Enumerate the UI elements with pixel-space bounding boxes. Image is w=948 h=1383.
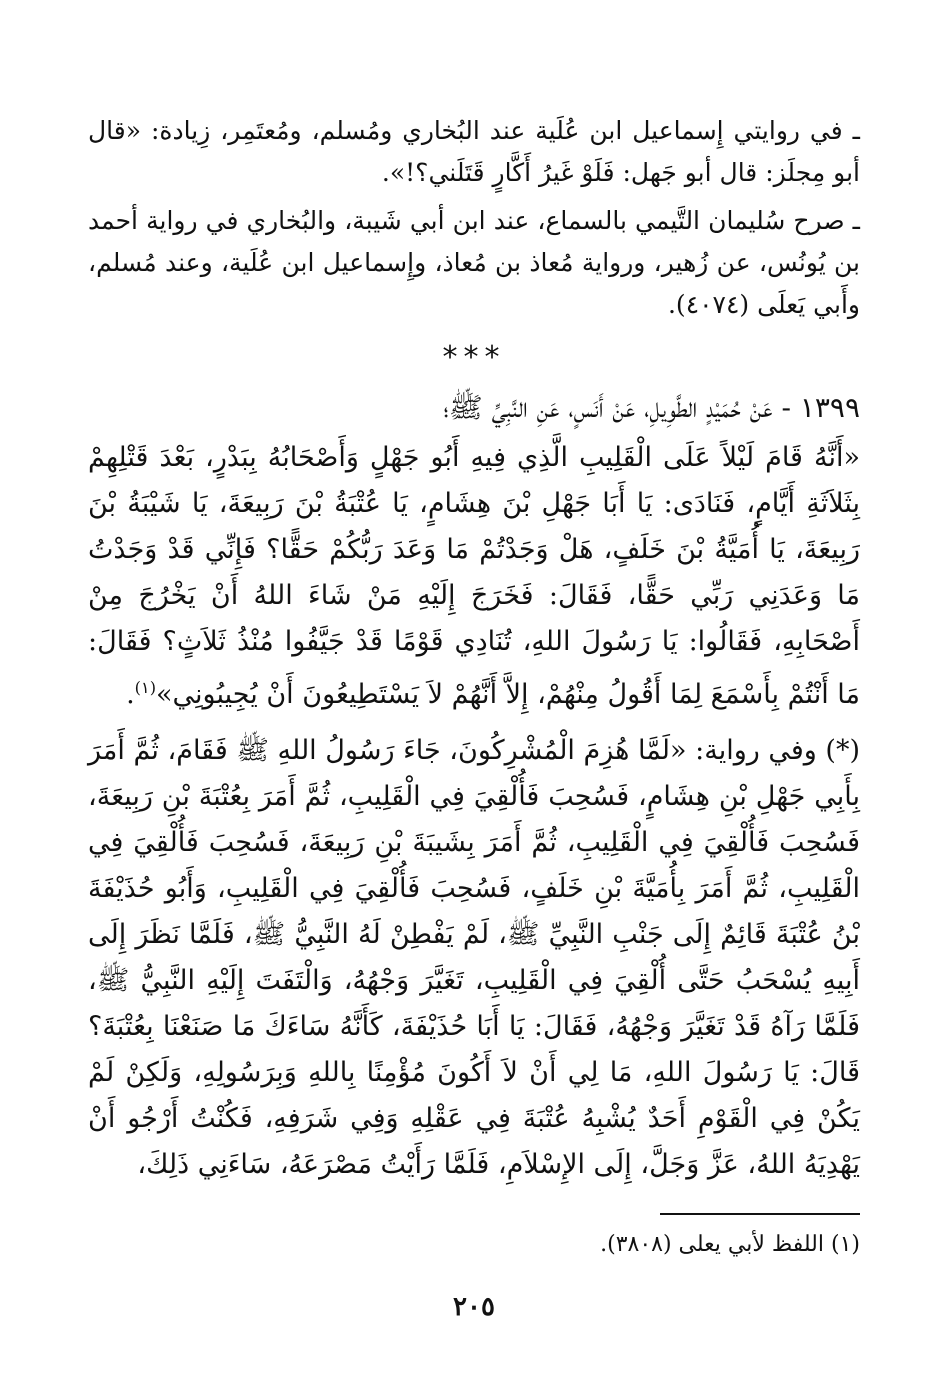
hadith-text [88,435,860,718]
hadith-heading: ١٣٩٩ - عَنْ حُمَيْدٍ الطَّوِيلِ، عَنْ أَنَسٍ، عَنِ النَّبِيِّ ﷺ؛ [443,391,860,424]
paragraph-riwaya-note: ـ في روايتي إِسماعيل ابن عُلَية عند البُخاري ومُسلم، ومُعتَمِر، زِيادة: «قال أبو مِجلَز: قال أبو جَهل: فَلَوْ غَيرُ أَكَّارٍ قَتَلَني؟!». [88,116,860,187]
footnote: (١) اللفظ لأبي يعلى (٣٨٠٨). [600,1232,860,1257]
footnote-divider [660,1213,860,1215]
footnote-reference[interactable]: (١) [134,678,157,697]
hadith-end: . [126,679,135,710]
hadith-body: «أَنَّهُ قَامَ لَيْلاً عَلَى الْقَلِيبِ الَّذِي فِيهِ أَبُو جَهْلٍ وَأَصْحَابُهُ بِبَدْرٍ، بَعْدَ قَتْلِهِمْ بِثَلاَثَةِ أَيَّامٍ، فَنَادَى: يَا أَبَا جَهْلِ بْنَ هِشَامٍ، يَا عُتْبَةُ بْنَ رَبِيعَةَ، يَا شَيْبَةُ بْنَ رَبِيعَةَ، يَا أُمَيَّةُ بْنَ خَلَفٍ، هَلْ وَجَدْتُمْ مَا وَعَدَ رَبُّكُمْ حَقًّا؟ فَإِنِّي قَدْ وَجَدْتُ مَا وَعَدَنِي رَبِّي حَقًّا، فَقَالَ: فَخَرَجَ إِلَيْهِ مَنْ شَاءَ اللهُ أَنْ يَخْرُجَ مِنْ أَصْحَابِهِ، فَقَالُوا: يَا رَسُولَ اللهِ، تُنَادِي قَوْمًا قَدْ جَيَّفُوا مُنْذُ ثَلاَثٍ؟ فَقَالَ: مَا أَنْتُمْ بِأَسْمَعَ لِمَا أَقُولُ مِنْهُمْ، إِلاَّ أَنَّهُمْ لاَ يَسْتَطِيعُونَ أَنْ يُجِيبُونِي» [88,442,860,710]
page-number: ٢٠٥ [453,1292,495,1322]
hadith-alternate-narration: (*) وفي رواية: «لَمَّا هُزِمَ الْمُشْرِكُونَ، جَاءَ رَسُولُ اللهِ ﷺ فَقَامَ، ثُمَّ أَمَرَ بِأَبِي جَهْلِ بْنِ هِشَامٍ، فَسُحِبَ فَأُلْقِيَ فِي الْقَلِيبِ، ثُمَّ أَمَرَ بِعُتْبَةَ بْنِ رَبِيعَةَ، فَسُحِبَ فَأُلْقِيَ فِي الْقَلِيبِ، ثُمَّ أَمَرَ بِشَيبَةَ بْنِ رَبِيعَةَ، فَسُحِبَ فَأُلْقِيَ فِي الْقَلِيبِ، ثُمَّ أَمَرَ بِأُمَيَّةَ بْنِ خَلَفٍ، فَسُحِبَ فَأُلْقِيَ فِي الْقَلِيبِ، وَأَبُو حُذَيْفَةَ بْنُ عُتْبَةَ قَائِمٌ إِلَى جَنْبِ النَّبِيِّ ﷺ، لَمْ يَفْطِنْ لَهُ النَّبِيُّ ﷺ، فَلَمَّا نَظَرَ إِلَى أَبِيهِ يُسْحَبُ حَتَّى أُلْقِيَ فِي الْقَلِيبِ، تَغَيَّرَ وَجْهُهُ، وَالْتَفَتَ إِلَيْهِ النَّبِيُّ ﷺ، فَلَمَّا رَآهُ قَدْ تَغَيَّرَ وَجْهُهُ، فَقَالَ: يَا أَبَا حُذَيْفَةَ، كَأَنَّهُ سَاءَكَ مَا صَنَعْنَا بِعُتْبَةَ؟ قَالَ: يَا رَسُولَ اللهِ، مَا لِي أَنْ لاَ أَكُونَ مُؤْمِنًا بِاللهِ وَبِرَسُولِهِ، وَلَكِنْ لَمْ يَكُنْ فِي الْقَوْمِ أَحَدٌ يُشْبِهُ عُتْبَةَ فِي عَقْلِهِ وَفِي شَرَفِهِ، فَكُنْتُ أَرْجُو أَنْ يَهْدِيَهُ اللهُ، عَزَّ وَجَلَّ، إِلَى الإِسْلاَمِ، فَلَمَّا رَأَيْتُ مَصْرَعَهُ، سَاءَنِي ذَلِكَ، [88,735,860,1180]
section-separator: *** [442,340,506,375]
paragraph-sama-note: ـ صرح سُليمان التَّيمي بالسماع، عند ابن أبي شَيبة، والبُخاري في رواية أحمد بن يُونُس، عن زُهير، ورواية مُعاذ بن مُعاذ، وإِسماعيل ابن عُلَية، وعند مُسلم، وأَبي يَعلَى (٤٠٧٤). [88,206,860,319]
page-body [88,110,860,1188]
